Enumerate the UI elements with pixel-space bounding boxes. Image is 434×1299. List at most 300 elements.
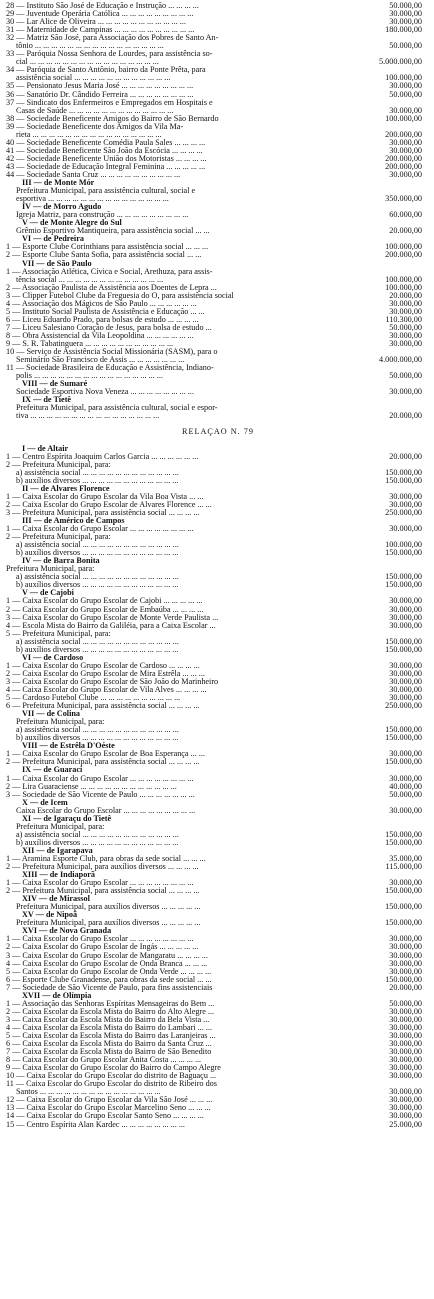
entry-line: [6, 58, 430, 66]
entry-text: XII — de Igarapava: [22, 846, 93, 855]
entry-text: b) auxílios diversos ... ... ... ... ... ... ... ... ... ... ... ...: [16, 645, 179, 654]
entry-line: [6, 99, 430, 107]
entry-text: 1 — Associação Atlética, Cívica e Social, Arethuza, para assis-: [6, 267, 213, 276]
entry-text: XVI — de Nova Granada: [22, 927, 112, 936]
entry-amount: 30.000,00: [389, 605, 422, 614]
entry-amount: 30.000,00: [389, 1048, 422, 1057]
entry-text: Igreja Matriz, para construção ... ... ... ... ... ... ... ... ...: [16, 211, 189, 220]
entry-line: [6, 726, 430, 734]
entry-text: VIII — de Sumaré: [22, 380, 88, 389]
entry-text: 8 — Caixa Escolar do Grupo Escolar Anita Costa ... ... ... ...: [6, 1056, 202, 1065]
entry-amount: 200.000,00: [385, 130, 422, 139]
entry-line: [6, 66, 430, 74]
entry-text: 3 — Caixa Escolar do Grupo Escolar de Mangaratu ... ... ... ...: [6, 951, 208, 960]
entry-text: a) assistência social ... ... ... ... ... ... ... ... ... ... ... ...: [16, 726, 179, 735]
municipality-heading: [6, 847, 430, 855]
entry-text: Santos ... ... ... ... ... ... ... ... ... ... ... ... ... ... ...: [16, 1088, 161, 1097]
entry-line: [6, 276, 430, 284]
entry-amount: 60.000,00: [389, 211, 422, 220]
entry-text: 6 — Prefeitura Municipal, para assistência social ... ... ... ...: [6, 702, 200, 711]
entry-amount: 100.000,00: [385, 243, 422, 252]
entry-amount: 20.000,00: [389, 291, 422, 300]
entry-amount: 20.000,00: [389, 227, 422, 236]
entry-text: 2 — Prefeitura Municipal, para assistência social ... ... ... ...: [6, 758, 200, 767]
entry-amount: 30.000,00: [389, 492, 422, 501]
entry-text: 4 — Caixa Escolar do Grupo Escolar de Onda Branca ... ... ...: [6, 959, 208, 968]
entry-amount: 150.000,00: [385, 887, 422, 896]
entry-text: 6 — Liceu Eduardo Prado, para bolsas de estudo ... ... ... ...: [6, 315, 199, 324]
entry-text: 5 — Cardoso Futebol Clube ... ... ... ... ... ... ... ... ... ...: [6, 694, 181, 703]
entry-line: [6, 573, 430, 581]
entry-amount: 30.000,00: [389, 943, 422, 952]
municipality-heading: [6, 871, 430, 879]
entry-text: IX — de Guaraci: [22, 766, 83, 775]
entry-line: [6, 879, 430, 887]
entry-text: 1 — Caixa Escolar do Grupo Escolar ... ... ... ... ... ... ... ...: [6, 935, 194, 944]
entry-amount: 30.000,00: [389, 1096, 422, 1105]
entry-line: [6, 734, 430, 742]
entry-line: [6, 863, 430, 871]
entry-amount: 150.000,00: [385, 758, 422, 767]
entry-line: [6, 356, 430, 364]
entry-text: 13 — Caixa Escolar do Grupo Escolar Marcelino Seno ... ... ...: [6, 1104, 211, 1113]
entry-text: III — de Américo de Campos: [22, 517, 125, 525]
entry-line: [6, 1121, 430, 1129]
entry-line: [6, 1112, 430, 1120]
entry-text: 2 — Prefeitura Municipal, para auxílios diversos ... ... ... ...: [6, 863, 199, 872]
entry-line: [6, 501, 430, 509]
entry-amount: 30.000,00: [389, 1088, 422, 1097]
entry-line: [6, 694, 430, 702]
entry-line: [6, 163, 430, 171]
entry-text: 8 — Obra Assistencial da Vila Leopoldina ... ... ... ... ... ...: [6, 331, 194, 340]
entry-text: 11 — Caixa Escolar do Grupo Escolar do distrito de Ribeiro dos: [6, 1080, 217, 1089]
entry-text: 31 — Maternidade de Campinas ... ... ... ... ... ... ... ... ... ...: [6, 26, 195, 35]
entry-line: [6, 139, 430, 147]
entry-amount: 30.000,00: [389, 774, 422, 783]
entry-text: Prefeitura Municipal, para auxílios diversos ... ... ... ... ...: [16, 919, 201, 928]
entry-text: 3 — Caixa Escolar do Grupo Escolar de Monte Verde Paulista ...: [6, 613, 219, 622]
entry-text: a) assistência social ... ... ... ... ... ... ... ... ... ... ... ...: [16, 637, 179, 646]
entry-line: [6, 147, 430, 155]
entry-amount: 30.000,00: [389, 299, 422, 308]
entry-text: XVII — de Olímpia: [22, 991, 92, 1000]
entry-line: [6, 831, 430, 839]
entry-amount: 50.000,00: [389, 2, 422, 10]
entry-amount: 150.000,00: [385, 581, 422, 590]
entry-amount: 20.000,00: [389, 452, 422, 461]
entry-line: [6, 887, 430, 895]
entry-line: [6, 783, 430, 791]
entry-line: [6, 1024, 430, 1032]
entry-text: VI — de Cardoso: [22, 653, 84, 662]
entry-text: a) assistência social ... ... ... ... ... ... ... ... ... ... ... ...: [16, 830, 179, 839]
entry-text: 2 — Caixa Escolar do Grupo Escolar de Ingás ... ... ... ... ...: [6, 943, 199, 952]
entry-line: [6, 26, 430, 34]
entry-amount: 30.000,00: [389, 18, 422, 27]
entry-amount: 30.000,00: [389, 661, 422, 670]
entry-text: 7 — Caixa Escolar da Escola Mista do Bairro de São Benedito: [6, 1048, 212, 1057]
entry-amount: 30.000,00: [389, 331, 422, 340]
entry-amount: 200.000,00: [385, 251, 422, 260]
entry-amount: 30.000,00: [389, 82, 422, 91]
entry-line: [6, 469, 430, 477]
entry-text: 32 — Matriz São José, para Associação dos Pobres de Santo An-: [6, 34, 219, 43]
entry-text: a) assistência social ... ... ... ... ... ... ... ... ... ... ... ...: [16, 573, 179, 582]
entry-text: IV — de Morro Agudo: [22, 203, 102, 212]
entry-line: [6, 316, 430, 324]
entry-line: [6, 1080, 430, 1088]
entry-text: 14 — Caixa Escolar do Grupo Escolar Santo Seno ... ... ... ...: [6, 1112, 204, 1121]
entry-text: XI — de Igaraçu do Tietê: [22, 814, 112, 823]
entry-amount: 20.000,00: [389, 983, 422, 992]
entry-line: [6, 340, 430, 348]
entry-text: 2 — Caixa Escolar da Escola Mista do Bairro do Alto Alegre ...: [6, 1007, 215, 1016]
entry-text: I — de Altair: [22, 444, 69, 453]
entry-line: [6, 855, 430, 863]
entry-line: [6, 943, 430, 951]
entry-line: [6, 1016, 430, 1024]
entry-text: a) assistência social ... ... ... ... ... ... ... ... ... ... ... ...: [16, 468, 179, 477]
entry-line: [6, 372, 430, 380]
entry-text: 36 — Sanatório Dr. Cândido Ferreira ... ... ... ... ... ... ... ...: [6, 90, 194, 99]
entry-amount: 100.000,00: [385, 74, 422, 83]
entry-text: 7 — Liceu Salesiano Coração de Jesus, para bolsa de estudo ...: [6, 323, 212, 332]
entry-amount: 30.000,00: [389, 597, 422, 606]
entry-line: [6, 597, 430, 605]
entry-text: b) auxílios diversos ... ... ... ... ... ... ... ... ... ... ... ...: [16, 549, 179, 558]
entry-line: [6, 1040, 430, 1048]
entry-amount: 30.000,00: [389, 388, 422, 397]
entry-line: [6, 42, 430, 50]
entry-text: cial ... ... ... ... ... ... ... ... ... ... ... ... ... ... ... ...: [16, 58, 159, 67]
entry-text: 10 — Caixa Escolar do Grupo Escolar do distrito de Baguaçu ...: [6, 1072, 217, 1081]
entry-line: [6, 324, 430, 332]
entry-text: 35 — Pensionato Jesus Maria José ... ... ... ... ... ... ... ... ...: [6, 82, 194, 91]
entry-text: 29 — Juventude Operária Católica ... ... ... ... ... ... ... ... ...: [6, 10, 194, 19]
entry-amount: 115.000,00: [385, 863, 422, 872]
entry-text: 2 — Prefeitura Municipal, para:: [6, 460, 111, 469]
entry-line: [6, 839, 430, 847]
entry-line: [6, 638, 430, 646]
municipality-heading: [6, 742, 430, 750]
entry-amount: 200.000,00: [385, 162, 422, 171]
entry-line: [6, 2, 430, 10]
entry-line: [6, 34, 430, 42]
entry-amount: 30.000,00: [389, 935, 422, 944]
entry-amount: 100.000,00: [385, 114, 422, 123]
municipality-heading: [6, 517, 430, 525]
entry-text: 12 — Caixa Escolar do Grupo Escolar da Vila São José ... ... ...: [6, 1096, 213, 1105]
municipality-heading: [6, 557, 430, 565]
entry-line: [6, 251, 430, 259]
entry-amount: 30.000,00: [389, 1032, 422, 1040]
entry-amount: 350.000,00: [385, 195, 422, 204]
entry-text: 30 — Lar Alice de Oliveira ... ... ... ... ... ... ... ... ... ... ...: [6, 18, 186, 27]
entry-line: [6, 1000, 430, 1008]
entry-amount: 150.000,00: [385, 645, 422, 654]
entry-text: 2 — Caixa Escolar do Grupo Escolar de Mira Estrêla ... ... ...: [6, 669, 205, 678]
entry-amount: 110.300,00: [385, 315, 422, 324]
entry-line: [6, 952, 430, 960]
entry-text: b) auxílios diversos ... ... ... ... ... ... ... ... ... ... ... ...: [16, 838, 179, 847]
entry-line: [6, 332, 430, 340]
entry-text: 6 — Caixa Escolar da Escola Mista do Bairro da Santa Cruz ...: [6, 1040, 212, 1049]
entry-line: [6, 131, 430, 139]
entry-line: [6, 718, 430, 726]
entry-line: [6, 646, 430, 654]
entry-line: [6, 1088, 430, 1096]
municipality-heading: [6, 380, 430, 388]
entry-amount: 150.000,00: [385, 830, 422, 839]
municipality-heading: [6, 911, 430, 919]
entry-amount: 4.000.000,00: [379, 356, 422, 365]
entry-text: 38 — Sociedade Beneficente Amigos do Bairro de São Bernardo: [6, 114, 219, 123]
municipality-heading: [6, 992, 430, 1000]
entry-amount: 30.000,00: [389, 500, 422, 509]
entry-line: [6, 960, 430, 968]
entry-amount: 5.000.000,00: [379, 58, 422, 67]
entry-text: 28 — Instituto São José de Educação e Instrução ... ... ... ...: [6, 2, 199, 10]
entry-text: 40 — Sociedade Beneficente Comédia Paula Sales ... ... ... ...: [6, 138, 206, 147]
entry-line: [6, 477, 430, 485]
municipality-heading: [6, 396, 430, 404]
entry-line: [6, 758, 430, 766]
entry-text: 39 — Sociedade Beneficente dos Amigos da Vila Ma-: [6, 122, 184, 131]
entry-text: 2 — Caixa Escolar do Grupo Escolar de Alvares Florence ... ...: [6, 500, 212, 509]
entry-line: [6, 74, 430, 82]
municipality-heading: [6, 766, 430, 774]
municipality-heading: [6, 179, 430, 187]
entry-line: [6, 614, 430, 622]
municipality-heading: [6, 219, 430, 227]
entry-text: VIII — de Estrêla D'Oéste: [22, 742, 115, 751]
entry-amount: 35.000,00: [389, 854, 422, 863]
entry-amount: 180.000,00: [385, 26, 422, 35]
entry-line: [6, 702, 430, 710]
entry-amount: 30.000,00: [389, 1064, 422, 1073]
entry-amount: 30.000,00: [389, 685, 422, 694]
entry-amount: 30.000,00: [389, 1015, 422, 1024]
entry-text: 1 — Aramina Esporte Club, para obras da sede social ... ... ...: [6, 854, 206, 863]
municipality-heading: [6, 895, 430, 903]
entry-line: [6, 678, 430, 686]
entry-text: 1 — Esporte Clube Corinthians para assistência social ... ... ...: [6, 243, 209, 252]
section-title: [6, 428, 430, 436]
entry-line: [6, 461, 430, 469]
entry-text: 1 — Caixa Escolar do Grupo Escolar de Boa Esperança ... ...: [6, 750, 205, 759]
entry-amount: 150.000,00: [385, 919, 422, 928]
entry-text: b) auxílios diversos ... ... ... ... ... ... ... ... ... ... ... ...: [16, 476, 179, 485]
entry-line: [6, 1032, 430, 1040]
municipality-heading: [6, 589, 430, 597]
municipality-heading: [6, 815, 430, 823]
entry-text: 1 — Associação das Senhoras Espíritas Mensageiras do Bem ...: [6, 999, 215, 1008]
entry-text: a) assistência social ... ... ... ... ... ... ... ... ... ... ... ...: [16, 541, 179, 550]
entry-amount: 250.000,00: [385, 702, 422, 711]
entry-line: [6, 622, 430, 630]
entry-text: Prefeitura Municipal, para:: [16, 822, 105, 831]
entry-line: [6, 388, 430, 396]
entry-line: [6, 807, 430, 815]
entry-line: [6, 919, 430, 927]
entry-text: rieta ... ... ... ... ... ... ... ... ... ... ... ... ... ... ... ...: [16, 130, 162, 139]
entry-amount: 30.000,00: [389, 669, 422, 678]
entry-amount: 30.000,00: [389, 750, 422, 759]
entry-amount: 50.000,00: [389, 42, 422, 51]
entry-text: b) auxílios diversos ... ... ... ... ... ... ... ... ... ... ... ...: [16, 581, 179, 590]
entry-line: [6, 292, 430, 300]
entry-line: [6, 348, 430, 356]
entry-text: VI — de Pedreira: [22, 235, 84, 244]
entry-text: 1 — Centro Espírita Joaquim Carlos Garcia ... ... ... ... ... ...: [6, 452, 199, 461]
entry-text: III — de Monte Mór: [22, 179, 95, 188]
entry-text: assistência social ... ... ... ... ... ... ... ... ... ... ... ...: [16, 74, 171, 83]
entry-text: 2 — Lira Guaraciense ... ... ... ... ... ... ... ... ... ... ... ...: [6, 782, 177, 791]
entry-text: IX — de Tietê: [22, 396, 72, 405]
entry-text: 4 — Associação dos Mágicos de São Paulo ... ... ... ... ... ...: [6, 299, 197, 308]
entry-amount: 150.000,00: [385, 549, 422, 558]
entry-line: [6, 268, 430, 276]
entry-line: [6, 227, 430, 235]
entry-line: [6, 670, 430, 678]
entry-line: [6, 82, 430, 90]
entry-text: 1 — Caixa Escolar do Grupo Escolar de Cardoso ... ... ... ...: [6, 661, 200, 670]
entry-text: 1 — Caixa Escolar do Grupo Escolar ... ... ... ... ... ... ... ...: [6, 774, 194, 783]
municipality-heading: [6, 799, 430, 807]
entry-amount: 50.000,00: [389, 999, 422, 1008]
entry-line: [6, 533, 430, 541]
entry-amount: 150.000,00: [385, 468, 422, 477]
entry-line: [6, 606, 430, 614]
entry-text: VII — de São Paulo: [22, 259, 92, 268]
entry-amount: 30.000,00: [389, 106, 422, 115]
entry-amount: 30.000,00: [389, 339, 422, 348]
entry-line: [6, 123, 430, 131]
entry-amount: 25.000,00: [389, 1120, 422, 1129]
entry-amount: 150.000,00: [385, 975, 422, 984]
entry-line: [6, 509, 430, 517]
municipality-heading: [6, 445, 430, 453]
entry-line: [6, 1072, 430, 1080]
entry-line: [6, 525, 430, 533]
entry-amount: 30.000,00: [389, 1112, 422, 1121]
entry-amount: 200.000,00: [385, 154, 422, 163]
entry-line: [6, 308, 430, 316]
entry-text: 4 — Caixa Escolar da Escola Mista do Bairro do Lambari ... ...: [6, 1023, 212, 1032]
municipality-heading: [6, 203, 430, 211]
entry-line: [6, 775, 430, 783]
entry-amount: 30.000,00: [389, 879, 422, 888]
entry-amount: 150.000,00: [385, 838, 422, 847]
entry-amount: 150.000,00: [385, 637, 422, 646]
entry-text: 4 — Caixa Escolar do Grupo Escolar de Vila Alves ... ... ... ...: [6, 685, 207, 694]
entry-text: V — de Monte Alegre do Sul: [22, 219, 122, 228]
entry-text: 3 — Sociedade de São Vicente de Paulo ... ... ... ... ... ... ...: [6, 790, 195, 799]
entry-amount: 30.000,00: [389, 1104, 422, 1113]
entry-line: [6, 187, 430, 195]
entry-text: RELAÇÃO N. 79: [182, 428, 254, 437]
entry-text: 15 — Centro Espírita Alan Kardec ... ... ... ... ... ... ... ...: [6, 1120, 185, 1129]
entry-text: 1 — Caixa Escolar do Grupo Escolar de Cajobi ... ... ... ... ...: [6, 597, 203, 606]
entry-amount: 30.000,00: [389, 959, 422, 968]
entry-amount: 30.000,00: [389, 1056, 422, 1065]
entry-text: polis ... ... ... ... ... ... ... ... ... ... ... ... ... ... ... ...: [16, 372, 163, 381]
entry-line: [6, 686, 430, 694]
entry-text: XIV — de Mirassol: [22, 895, 90, 904]
entry-amount: 30.000,00: [389, 146, 422, 155]
municipality-heading: [6, 710, 430, 718]
entry-text: 2 — Associação Paulista de Assistência aos Doentes de Lepra ...: [6, 283, 217, 292]
entry-text: 3 — Caixa Escolar da Escola Mista do Bairro da Bela Vista ...: [6, 1015, 210, 1024]
entry-line: [6, 50, 430, 58]
entry-text: II — de Alvares Florence: [22, 484, 110, 493]
entry-text: 4 — Escola Mista do Bairro da Galiléia, para a Caixa Escolar ...: [6, 621, 216, 630]
entry-text: Casas de Saúde ... ... ... ... ... ... ... ... ... ... ... ... ...: [16, 106, 174, 115]
entry-amount: 150.000,00: [385, 726, 422, 735]
entry-text: 41 — Sociedade Beneficente São João da Escócia ... ... ... ...: [6, 146, 203, 155]
entry-line: [6, 195, 430, 203]
entry-text: Prefeitura Municipal, para assistência cultural, social e: [16, 187, 196, 196]
entry-text: 43 — Sociedade de Educação Integral Feminina ... ... ... ... ...: [6, 162, 206, 171]
entry-text: 5 — Caixa Escolar da Escola Mista do Bairro das Laranjeiras ...: [6, 1032, 216, 1040]
entry-text: 1 — Caixa Escolar do Grupo Escolar ... ... ... ... ... ... ... ...: [6, 879, 194, 888]
entry-amount: 50.000,00: [389, 323, 422, 332]
entry-text: 44 — Sociedade Santa Cruz ... ... ... ... ... ... ... ... ... ...: [6, 170, 181, 179]
entry-line: [6, 1056, 430, 1064]
entry-amount: 30.000,00: [389, 613, 422, 622]
entry-amount: 150.000,00: [385, 573, 422, 582]
entry-line: [6, 107, 430, 115]
entry-amount: 100.000,00: [385, 541, 422, 550]
entry-text: Prefeitura Municipal, para:: [16, 718, 105, 727]
entry-line: [6, 750, 430, 758]
entry-text: 37 — Sindicato dos Enfermeiros e Empregados em Hospitais e: [6, 98, 213, 107]
entry-text: 3 — Caixa Escolar do Grupo Escolar de São João do Marinheiro: [6, 677, 219, 686]
entry-amount: 30.000,00: [389, 694, 422, 703]
entry-text: 5 — Caixa Escolar do Grupo Escolar de Onda Verde ... ... ... ...: [6, 967, 212, 976]
entry-text: 11 — Sociedade Brasileira de Educação e Assistência, Indiano-: [6, 364, 214, 373]
entry-amount: 30.000,00: [389, 138, 422, 147]
entry-line: [6, 453, 430, 461]
entry-amount: 30.000,00: [389, 170, 422, 179]
entry-line: [6, 300, 430, 308]
entry-amount: 20.000,00: [389, 412, 422, 421]
entry-text: V — de Cajobi: [22, 589, 74, 598]
entry-line: [6, 493, 430, 501]
entry-text: 10 — Serviço de Assistência Social Missionária (SASM), para o: [6, 348, 218, 357]
entry-line: [6, 903, 430, 911]
entry-amount: 30.000,00: [389, 677, 422, 686]
entry-line: [6, 171, 430, 179]
entry-amount: 50.000,00: [389, 90, 422, 99]
entry-amount: 40.000,00: [389, 782, 422, 791]
entry-text: 2 — Prefeitura Municipal, para:: [6, 533, 111, 542]
entry-amount: 50.000,00: [389, 372, 422, 381]
entry-text: 34 — Paróquia de Santo Antônio, bairro da Ponte Prêta, para: [6, 66, 206, 75]
entry-amount: 30.000,00: [389, 967, 422, 976]
entry-line: [6, 935, 430, 943]
entry-text: 5 — Prefeitura Municipal, para:: [6, 629, 111, 638]
entry-line: [6, 984, 430, 992]
entry-line: [6, 549, 430, 557]
entry-text: 42 — Sociedade Beneficente União dos Motoristas ... ... ... ...: [6, 154, 207, 163]
entry-amount: 30.000,00: [389, 951, 422, 960]
entry-text: 33 — Paróquia Nossa Senhora de Lourdes, para assistência so-: [6, 50, 213, 59]
entry-text: Caixa Escolar do Grupo Escolar ... ... ... ... ... ... ... ... ...: [16, 806, 196, 815]
entry-amount: 150.000,00: [385, 476, 422, 485]
entry-amount: 150.000,00: [385, 903, 422, 912]
